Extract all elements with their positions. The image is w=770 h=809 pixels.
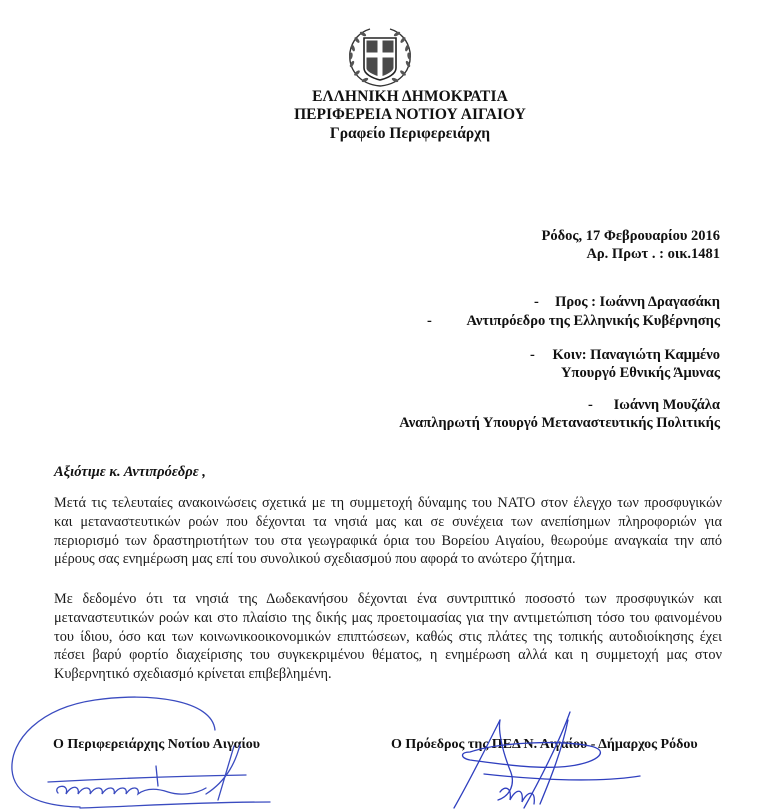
recipient-dash: -: [588, 397, 593, 413]
header-office: Γραφείο Περιφερειάρχη: [329, 125, 491, 142]
body-line: του ίδιου, όσο και των κοινωνικοοικονομικών επιπτώσεων, καθώς στις πλάτες της τοπικής αυτοδιοίκησης έχει: [54, 628, 722, 645]
body-line: Κυβερνητικό σχεδιασμό κρίνεται επιβεβλημένη.: [54, 666, 332, 683]
body-line: μέρους σας ενημέρωση μας επί του συνολικού σχεδιασμού που αφορά το ανώτερο ζήτημα.: [54, 551, 576, 568]
place-date: Ρόδος, 17 Φεβρουαρίου 2016: [541, 228, 720, 244]
recipient-cc1-title: Υπουργό Εθνικής Άμυνας: [561, 365, 720, 381]
right-signature-icon: [440, 700, 680, 809]
recipient-dash: -: [534, 294, 539, 310]
body-paragraph-2: [54, 590, 722, 684]
body-paragraph-1: [54, 494, 722, 569]
right-signatory-title: Ο Πρόεδρος της ΠΕΔ Ν. Αιγαίου - Δήμαρχος Ρόδου: [391, 737, 698, 752]
recipient-cc2: Ιωάννη Μουζάλα: [613, 397, 720, 413]
body-line: και μεταναστευτικών ροών που δέχονται τα νησιά μας και σε συνέχεια των ανεπίσημων πληροφοριών για: [54, 513, 722, 530]
recipient-to-title: Αντιπρόεδρο της Ελληνικής Κυβέρνησης: [466, 313, 720, 329]
left-signatory-title: Ο Περιφερειάρχης Νοτίου Αιγαίου: [53, 737, 261, 752]
recipient-dash: -: [530, 347, 535, 363]
left-signature-icon: [0, 690, 300, 809]
recipient-cc2-title: Αναπληρωτή Υπουργό Μεταναστευτικής Πολιτικής: [399, 415, 720, 431]
body-line: πέσει βαρύ φορτίο διαχείρισης του συγκεκριμένου θέματος, η ενημέρωση αλλά και η συμμετοχή μας στον: [54, 647, 722, 664]
salutation: Αξιότιμε κ. Αντιπρόεδρε ,: [54, 464, 206, 480]
protocol-number: Αρ. Πρωτ . : οικ.1481: [586, 246, 720, 262]
body-line: μεταναστευτικών ροών και στο πλαίσιο της δικής μας προετοιμασίας για την αντιμετώπιση τόσο του φαινομένου: [54, 609, 722, 626]
header-republic: ΕΛΛΗΝΙΚΗ ΔΗΜΟΚΡΑΤΙΑ: [312, 88, 508, 105]
header-region: ΠΕΡΙΦΕΡΕΙΑ ΝΟΤΙΟΥ ΑΙΓΑΙΟΥ: [294, 106, 526, 123]
body-line: Με δεδομένο ότι τα νησιά της Δωδεκανήσου δέχονται ένα συντριπτικό ποσοστό των προσφυγικών και: [54, 591, 722, 607]
recipient-cc1: Κοιν: Παναγιώτη Καμμένο: [552, 347, 720, 363]
recipient-to: Προς : Ιωάννη Δραγασάκη: [555, 294, 720, 310]
greek-coat-of-arms-icon: [344, 24, 416, 90]
recipient-dash: -: [427, 313, 432, 329]
body-line: Μετά τις τελευταίες ανακοινώσεις σχετικά με τη συμμετοχή δύναμης του ΝΑΤΟ στον έλεγχο των προσφυγικών: [54, 495, 722, 511]
body-line: περιορισμό των δραστηριοτήτων του στα γεωγραφικά όρια του Βορείου Αιγαίου, θεωρούμε αναγκαία την από: [54, 532, 722, 549]
